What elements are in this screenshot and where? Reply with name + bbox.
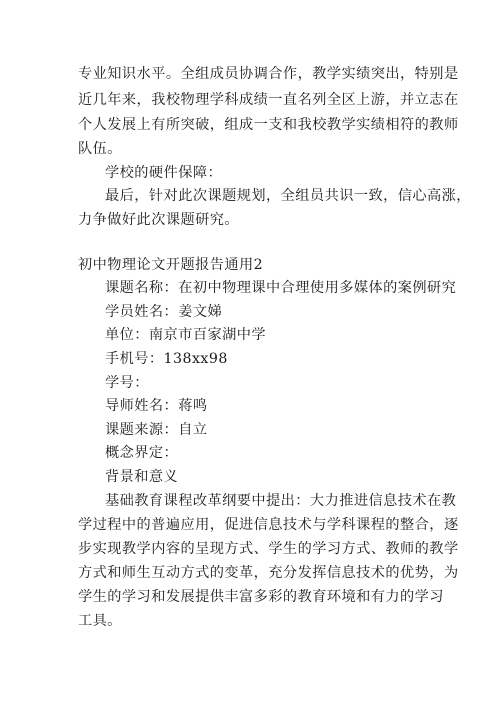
- field-student-id: 学号：: [105, 375, 149, 391]
- paragraph-line: 近几年来，我校物理学科成绩一直名列全区上游，并立志在: [78, 92, 459, 108]
- field-topic: 课题名称：在初中物理课中合理使用多媒体的案例研究: [105, 280, 457, 296]
- background-line: 方式和师生互动方式的变革，充分发挥信息技术的优势，为: [78, 565, 459, 581]
- field-mentor: 导师姓名：蒋鸣: [105, 398, 208, 414]
- background-line: 学生的学习和发展提供丰富多彩的教育环境和有力的学习: [78, 589, 444, 605]
- background-line: 工具。: [78, 613, 122, 629]
- background-line: 学过程中的普遍应用，促进信息技术与学科课程的整合，逐: [78, 517, 459, 533]
- paragraph-line: 队伍。: [78, 141, 122, 157]
- field-unit: 单位：南京市百家湖中学: [105, 327, 267, 343]
- field-source: 课题来源：自立: [105, 422, 208, 438]
- background-heading: 背景和意义: [105, 469, 179, 485]
- field-student-name: 学员姓名：姜文娣: [105, 304, 223, 320]
- background-line: 步实现教学内容的呈现方式、学生的学习方式、教师的教学: [78, 541, 459, 557]
- closing-line: 最后，针对此次课题规划，全组员共识一致，信心高涨，: [105, 188, 471, 204]
- hardware-heading: 学校的硬件保障：: [105, 165, 223, 181]
- paragraph-line: 专业知识水平。全组成员协调合作，教学实绩突出，特别是: [78, 66, 459, 82]
- background-line: 基础教育课程改革纲要中提出：大力推进信息技术在教: [105, 493, 457, 509]
- field-phone: 手机号：138xx98: [105, 351, 228, 367]
- report-title: 初中物理论文开题报告通用2: [78, 257, 264, 273]
- field-concept: 概念界定：: [105, 445, 179, 461]
- closing-line: 力争做好此次课题研究。: [78, 212, 240, 228]
- paragraph-line: 个人发展上有所突破，组成一支和我校教学实绩相符的教师: [78, 117, 459, 133]
